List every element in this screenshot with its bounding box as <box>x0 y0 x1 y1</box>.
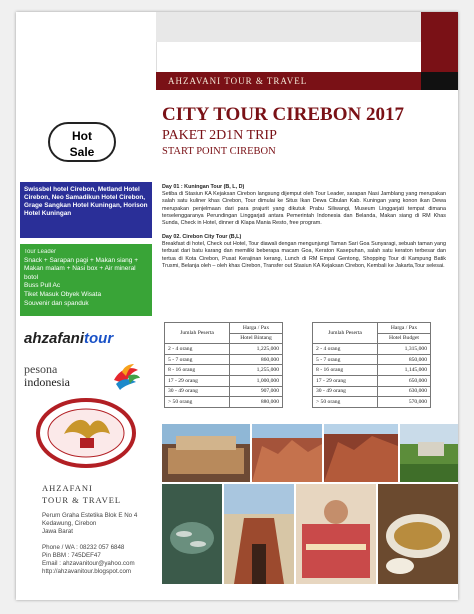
participants-cell: > 50 orang <box>313 397 378 408</box>
day1-heading: Day 01 : Kuningan Tour (B, L, D) <box>162 184 245 190</box>
table-row <box>313 375 431 386</box>
table-header: Hotel Bintang <box>230 333 283 344</box>
photo-restaurant-image <box>162 424 250 482</box>
indonesia-text: indonesia <box>24 375 70 389</box>
logo-text-tour: tour <box>84 330 114 347</box>
photo-fish-image <box>162 484 222 584</box>
start-point: START POINT CIREBON <box>162 146 276 157</box>
price-table-star-hotel <box>164 322 283 408</box>
price-cell: 1,225,000 <box>230 344 283 355</box>
participants-cell: 30 - 49 orang <box>165 386 230 397</box>
table-header: Hotel Budget <box>378 333 431 344</box>
company-name-line: AHZAFANI <box>42 483 93 493</box>
company-name <box>42 482 121 506</box>
price-cell: 1,255,000 <box>230 365 283 376</box>
photo-food-image <box>378 484 458 584</box>
contact-phone: Phone / WA : 08232 057 6848 <box>42 544 125 551</box>
table-row <box>313 397 431 408</box>
table-row <box>313 365 431 376</box>
hot-sale-line2: Sale <box>69 145 95 159</box>
day1-body: Setiba di Stasiun KA Kejaksan Cirebon langsung dijemput oleh Tour Leader, sarapan Nasi Jamblang yang merupakan salah satu kuliner khas Cirebon, Tour dimulai ke Situs Ikan Dewa Cibulan Kab. Kuningan yang konon ikan Dewa merupakan penjelmaan dari para prajurit yang dikutuk Prabu Siliwangi, Museum Linggarjati tempat dimana terselenggaranya Perundingan Linggarjati antara Pemerintah Indonesia dan Belanda, Makan siang di RM Khas Sunda, Check in Hotel, dinner di Klapa Mania Resto, free program. <box>162 191 446 227</box>
participants-cell: 2 - 4 orang <box>165 344 230 355</box>
ahzafani-logo <box>24 330 113 347</box>
brand-bar-accent <box>421 72 458 90</box>
photo-cave2-image <box>324 424 398 482</box>
inclusion-item: Tiket Masuk Obyek Wisata <box>24 290 102 298</box>
price-cell: 1,145,000 <box>378 365 431 376</box>
contact-email: Email : ahzavanitour@yahoo.com <box>42 560 135 567</box>
price-cell: 630,000 <box>378 386 431 397</box>
hotel-list: Swissbel hotel Cirebon, Metland Hotel Cirebon, Neo Samadikun Hotel Cirebon, Grage Sangkan Hotel Kuningan, Horison Hotel Kuningan <box>20 182 152 238</box>
table-row <box>165 354 283 365</box>
inclusion-item: Souvenir dan spanduk <box>24 299 89 307</box>
participants-cell: 5 - 7 orang <box>165 354 230 365</box>
price-cell: 570,000 <box>378 397 431 408</box>
participants-cell: 8 - 16 orang <box>165 365 230 376</box>
inclusion-item: Snack + Sarapan pagi + Makan siang + Makan malam + Nasi box + Air mineral botol <box>24 256 139 281</box>
contact-website: http://ahzavanitour.blogspot.com <box>42 568 132 575</box>
day2-itinerary <box>162 234 446 270</box>
package-name: PAKET 2D1N TRIP <box>162 128 277 143</box>
photo-cave-image <box>252 424 322 482</box>
photo-gate-image <box>224 484 294 584</box>
photo-batik-image <box>296 484 376 584</box>
pesona-text: pesona <box>24 362 58 376</box>
table-row <box>165 344 283 355</box>
participants-cell: 17 - 29 orang <box>313 375 378 386</box>
participants-cell: 5 - 7 orang <box>313 354 378 365</box>
address-line: Jawa Barat <box>42 528 73 535</box>
price-cell: 1,000,000 <box>230 375 283 386</box>
photo-landscape-image <box>400 424 458 482</box>
hpi-seal-logo <box>36 398 136 468</box>
price-cell: 880,000 <box>230 397 283 408</box>
table-header: Jumlah Peserta <box>165 323 230 344</box>
tour-leader-label: Tour Leader <box>24 249 57 255</box>
price-cell: 850,000 <box>378 354 431 365</box>
page-title: CITY TOUR CIREBON 2017 <box>162 104 404 125</box>
hot-sale-badge <box>48 122 116 162</box>
table-header: Harga / Pax <box>378 323 431 334</box>
flyer-page <box>16 12 458 600</box>
price-table-budget-hotel <box>312 322 431 408</box>
logo-text: ahzafani <box>24 330 85 347</box>
company-contact <box>42 544 135 576</box>
pesona-indonesia-logo <box>24 362 134 394</box>
hot-sale-line1: Hot <box>72 129 92 143</box>
header-accent <box>421 12 458 72</box>
price-cell: 1,315,000 <box>378 344 431 355</box>
address-line: Kedawung, Cirebon <box>42 520 97 527</box>
day2-body: Breakfast di hotel, Check out Hotel, Tour diawali dengan mengunjungi Taman Sari Goa Sunyaragi, sebuah taman yang terbuat dari batu karang dan memiliki beberapa macam Goa, Keraton Kasepuhan, salah satu keraton terbesar dan tertua di Kota Cirebon, Pusat Kerajinan kerang, Lunch di RM Empal Gentong, Shopping Tour di Kampung Batik Trusmi, Belanja oleh – oleh khas Cirebon, Transfer out Stasiun KA Kejaksan Cirebon, Kembali ke Jakarta,Tour selesai. <box>162 241 446 269</box>
table-row <box>313 354 431 365</box>
day1-itinerary <box>162 184 446 227</box>
company-address <box>42 512 137 536</box>
table-row <box>313 386 431 397</box>
address-line: Perum Graha Estetika Blok E No 4 <box>42 512 138 519</box>
photo-collage <box>162 424 458 584</box>
table-row <box>165 375 283 386</box>
brand-bar: AHZAVANI TOUR & TRAVEL <box>156 72 458 90</box>
participants-cell: 30 - 49 orang <box>313 386 378 397</box>
participants-cell: 2 - 4 orang <box>313 344 378 355</box>
table-header: Harga / Pax <box>230 323 283 334</box>
table-row <box>165 386 283 397</box>
day2-heading: Day 02. Cirebon City Tour (B,L) <box>162 234 242 240</box>
inclusion-item: Buss Pull Ac <box>24 282 61 290</box>
header-blank <box>16 12 157 72</box>
pesona-bird-icon <box>110 362 142 394</box>
table-header: Jumlah Peserta <box>313 323 378 344</box>
table-row <box>165 397 283 408</box>
company-name-line: TOUR & TRAVEL <box>42 495 122 505</box>
participants-cell: 8 - 16 orang <box>313 365 378 376</box>
table-row <box>313 344 431 355</box>
participants-cell: 17 - 29 orang <box>165 375 230 386</box>
header-strip <box>156 12 458 42</box>
price-cell: 907,000 <box>230 386 283 397</box>
contact-bbm: Pin BBM : 745DEF47 <box>42 552 101 559</box>
participants-cell: > 50 orang <box>165 397 230 408</box>
price-cell: 860,000 <box>230 354 283 365</box>
table-row <box>165 365 283 376</box>
inclusions-box <box>20 244 152 316</box>
price-cell: 650,000 <box>378 375 431 386</box>
